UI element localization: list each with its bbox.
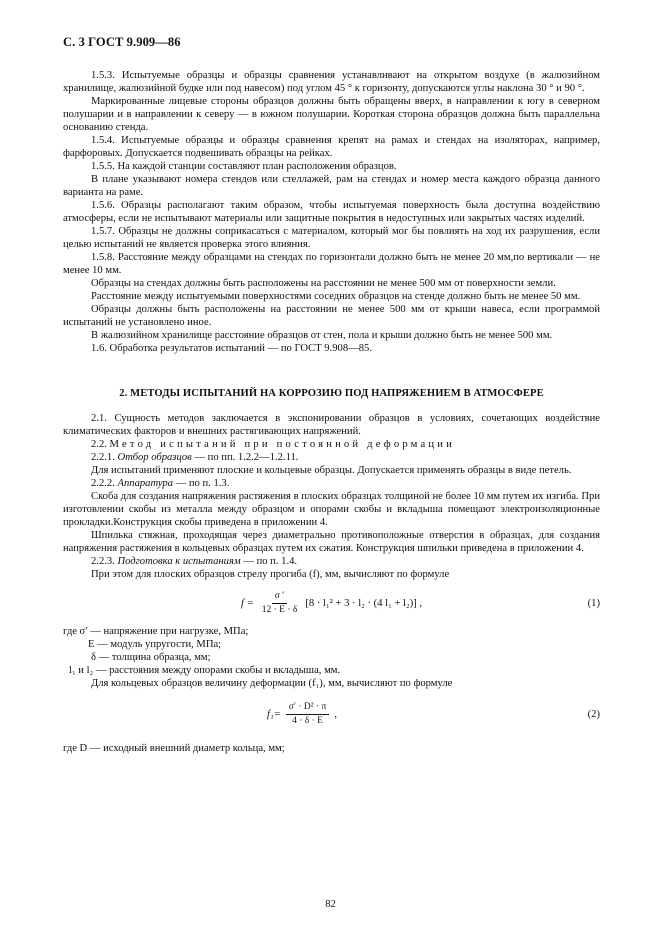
paragraph-2-2-3: [63, 555, 600, 568]
paragraph: Расстояние между испытуемыми поверхностями соседних образцов на стенде должно быть не менее 50 мм.: [91, 291, 581, 302]
clause-text: — по п. 1.4.: [240, 556, 298, 567]
paragraph: Для кольцевых образцов величину деформации (f₁), мм, вычисляют по формуле: [91, 678, 453, 689]
clause-number: 2.2.2.: [91, 478, 115, 489]
paragraph: Маркированные лицевые стороны образцов должны быть обращены вверх, в направлении к югу в северном полушарии и в направлении к северу — в южном полушарии. Короткая сторона образцов должна быть параллельна основанию стенда.: [63, 96, 600, 133]
clause-number: 2.2.: [91, 439, 107, 450]
paragraph: При этом для плоских образцов стрелу прогиба (f), мм, вычисляют по формуле: [91, 569, 450, 580]
paragraph-2-2-2: [63, 477, 600, 490]
formula-1-legend: [63, 625, 600, 677]
fraction-numerator: σ ′: [272, 591, 288, 604]
paragraph: 1.6. Обработка результатов испытаний — по ГОСТ 9.908—85.: [91, 343, 372, 354]
legend-line: где σ′ — напряжение при нагрузке, МПа;: [63, 626, 249, 637]
clause-number: 2.2.1.: [91, 452, 115, 463]
formula-2-expression: [267, 702, 337, 727]
formula-1-expression: [241, 591, 422, 616]
fraction-denominator: 12 · E · δ: [261, 605, 298, 615]
paragraph: 1.5.8. Расстояние между образцами на стендах по горизонтали должно быть не менее 20 мм,по вертикали — не менее 10 мм.: [63, 252, 600, 276]
formula-fraction: [286, 702, 330, 727]
formula-fraction: [259, 591, 301, 616]
paragraph-2-2-1: [63, 451, 600, 464]
paragraph: Образцы на стендах должны быть расположены на расстоянии не менее 500 мм от поверхности земли.: [91, 278, 556, 289]
paragraph-2-1: 2.1. Сущность методов заключается в экспонировании образцов в условиях, сочетающих воздействие климатических факторов и внешних растягивающих напряжений.: [63, 413, 600, 437]
fraction-denominator: 4 · δ · E: [292, 716, 323, 726]
paragraph: 1.5.3. Испытуемые образцы и образцы сравнения устанавливают на открытом воздухе (в жалюзийном хранилище, жалюзийной будке или под навесом) под углом 45 ° к горизонту, допускаются углы наклона 30 ° и 90 °.: [63, 70, 600, 94]
clause-title: Аппаратура: [117, 478, 173, 489]
clause-title: Подготовка к испытаниям: [117, 556, 241, 567]
document-body: [63, 69, 600, 755]
paragraph-2-2: [63, 438, 600, 451]
formula-lhs: f =: [241, 598, 254, 609]
legend-line: E — модуль упругости, МПа;: [88, 639, 222, 650]
legend-line: δ — толщина образца, мм;: [91, 652, 211, 663]
formula-2: [63, 702, 600, 728]
paragraph: Скоба для создания напряжения растяжения в плоских образцах толщиной не более 10 мм путем их изгиба. При изготовлении скобы из металла между образцом и опорами скобы и вкладыша помещают электроизоляционные прокладки.Конструкция скобы приведена в приложении 4.: [63, 491, 600, 528]
formula-number: (1): [587, 598, 600, 609]
paragraph: 1.5.4. Испытуемые образцы и образцы сравнения крепят на рамах и стендах на изоляторах, например, фарфоровых. Допускается подвешивать образцы на рейках.: [63, 135, 600, 159]
fraction-numerator: σ′ · D² · π: [286, 702, 330, 715]
formula-lhs: f₁=: [267, 709, 281, 720]
paragraph: Образцы должны быть расположены на расстоянии не менее 500 мм от крыши навеса, если программой испытаний не установлено иное.: [63, 304, 600, 328]
paragraph: Для испытаний применяют плоские и кольцевые образцы. Допускается применять образцы в виде петель.: [91, 465, 572, 476]
page-number: 82: [325, 899, 336, 910]
formula-number: (2): [587, 709, 600, 720]
paragraph: Шпилька стяжная, проходящая через диаметрально противоположные отверстия в образцах, для создания напряжения растяжения в кольцевых образцах путем их сжатия. Конструкция шпильки приведена в приложении 4.: [63, 530, 600, 554]
paragraph: В жалюзийном хранилище расстояние образцов от стен, пола и крыши должно быть не менее 500 мм.: [91, 330, 553, 341]
clause-title: Отбор образцов: [117, 452, 192, 463]
legend-line: l₁ и l₂ — расстояния между опорами скобы и вкладыша, мм.: [69, 665, 341, 676]
paragraph: 1.5.7. Образцы не должны соприкасаться с материалом, который мог бы повлиять на ход их разрушения, если целью испытаний не является проверка этого влияния.: [63, 226, 600, 250]
section-1-5-paragraphs: [63, 69, 600, 355]
section-title: 2. МЕТОДЫ ИСПЫТАНИЙ НА КОРРОЗИЮ ПОД НАПРЯЖЕНИЕМ В АТМОСФЕРЕ: [119, 388, 544, 399]
clause-number: 2.2.3.: [91, 556, 115, 567]
formula-1: [63, 591, 600, 617]
clause-text: — по пп. 1.2.2—1.2.11.: [191, 452, 299, 463]
paragraph: 1.5.5. На каждой станции составляют план расположения образцов.: [91, 161, 397, 172]
clause-title: Метод испытаний при постоянной деформации: [109, 439, 456, 450]
page-header: С. 3 ГОСТ 9.909—86: [63, 35, 181, 49]
paragraph: В плане указывают номера стендов или стеллажей, рам на стендах и номер места каждого образца данного варианта на раме.: [63, 174, 600, 198]
formula-2-legend: где D — исходный внешний диаметр кольца, мм;: [63, 743, 285, 754]
formula-body: [8 · l₁² + 3 · l₂ · (4 l₁ + l₂)] ,: [305, 598, 423, 609]
clause-text: — по п. 1.3.: [173, 478, 230, 489]
paragraph: 1.5.6. Образцы располагают таким образом, чтобы испытуемая поверхность была доступна воздействию атмосферы, если не испытывают материалы или защитные покрытия в недоступных или закрытых частях изделий.: [63, 200, 600, 224]
formula-tail: ,: [334, 709, 337, 720]
